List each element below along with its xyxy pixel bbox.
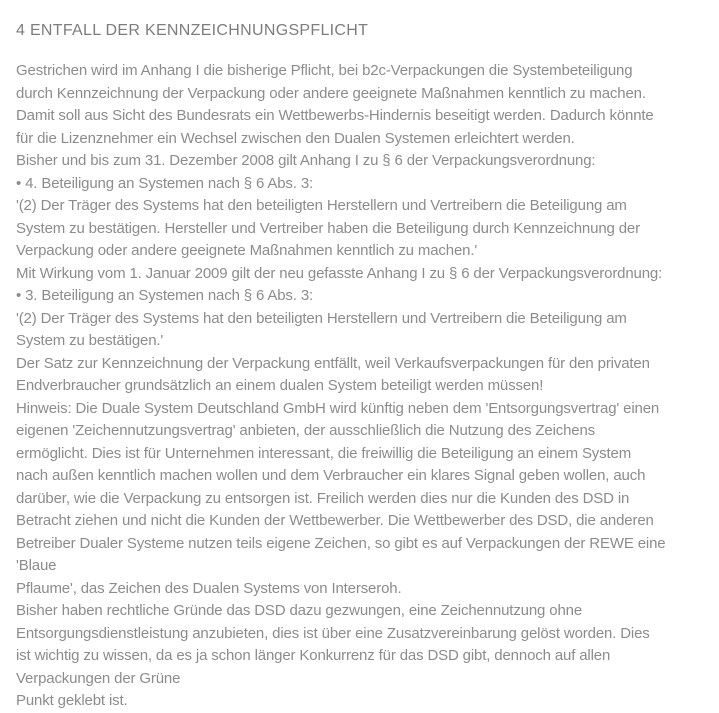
text-line: für die Lizenznehmer ein Wechsel zwischen den Dualen Systemen erleichtert werden.	[16, 129, 575, 147]
text-line: nach außen kenntlich machen wollen und dem Verbraucher ein klares Signal geben wollen, auch	[16, 467, 646, 484]
text-line: Betracht ziehen und nicht die Kunden der Wettbewerber. Die Wettbewerber des DSD, die anderen	[16, 512, 654, 529]
text-line: '(2) Der Träger des Systems hat den beteiligten Herstellern und Vertreibern die Beteiligung am	[16, 309, 627, 327]
text-line: Entsorgungsdienstleistung anzubieten, dies ist über eine Zusatzvereinbarung gelöst worden. Dies	[16, 624, 650, 642]
text-line: 'Blaue	[16, 557, 57, 574]
text-line: ist wichtig zu wissen, da es ja schon länger Konkurrenz für das DSD gibt, dennoch auf allen	[16, 647, 611, 664]
text-line: System zu bestätigen.'	[16, 332, 164, 349]
text-line: Gestrichen wird im Anhang I die bisherige Pflicht, bei b2c-Verpackungen die Systembeteiligung	[16, 62, 633, 79]
text-line: Verpackung oder andere geeignete Maßnahmen kenntlich zu machen.'	[16, 242, 478, 259]
article-body	[16, 60, 705, 713]
text-line: eigenen 'Zeichennutzungsvertrag' anbieten, der ausschließlich die Nutzung des Zeichens	[16, 422, 596, 439]
text-line: Verpackungen der Grüne	[16, 669, 181, 687]
text-line: Punkt geklebt ist.	[16, 692, 128, 709]
text-line: • 3. Beteiligung an Systemen nach § 6 Abs. 3:	[16, 287, 314, 304]
text-line: ermöglicht. Dies ist für Unternehmen interessant, die freiwillig die Beteiligung an einem System	[16, 444, 632, 462]
text-line: Bisher und bis zum 31. Dezember 2008 gilt Anhang I zu § 6 der Verpackungsverordnung:	[16, 152, 596, 169]
text-line: '(2) Der Träger des Systems hat den beteiligten Herstellern und Vertreibern die Beteiligung am	[16, 197, 627, 214]
text-line: darüber, wie die Verpackung zu entsorgen ist. Freilich werden dies nur die Kunden des DSD in	[16, 489, 630, 507]
text-line: • 4. Beteiligung an Systemen nach § 6 Abs. 3:	[16, 174, 314, 192]
text-line: System zu bestätigen. Hersteller und Vertreiber haben die Beteiligung durch Kennzeichnung der	[16, 219, 640, 237]
text-line: Damit soll aus Sicht des Bundesrats ein Wettbewerbs-Hindernis beseitigt werden. Dadurch könnte	[16, 107, 654, 124]
page-title: 4 ENTFALL DER KENNZEICHNUNGSPFLICHT	[16, 22, 369, 39]
text-line: Der Satz zur Kennzeichnung der Verpackung entfällt, weil Verkaufsverpackungen für den privaten	[16, 354, 650, 372]
text-line: Endverbraucher grundsätzlich an einem dualen System beteiligt werden müssen!	[16, 377, 544, 394]
text-line: Mit Wirkung vom 1. Januar 2009 gilt der neu gefasste Anhang I zu § 6 der Verpackungsverordnung:	[16, 264, 663, 282]
text-line: Betreiber Dualer Systeme nutzen teils eigene Zeichen, so gibt es auf Verpackungen der REWE eine	[16, 534, 666, 552]
text-line: durch Kennzeichnung der Verpackung oder andere geeignete Maßnahmen kenntlich zu machen.	[16, 84, 646, 102]
text-line: Hinweis: Die Duale System Deutschland GmbH wird künftig neben dem 'Entsorgungsvertrag' einen	[16, 399, 660, 417]
text-line: Bisher haben rechtliche Gründe das DSD dazu gezwungen, eine Zeichennutzung ohne	[16, 602, 583, 619]
text-line: Pflaume', das Zeichen des Dualen Systems von Interseroh.	[16, 579, 402, 597]
